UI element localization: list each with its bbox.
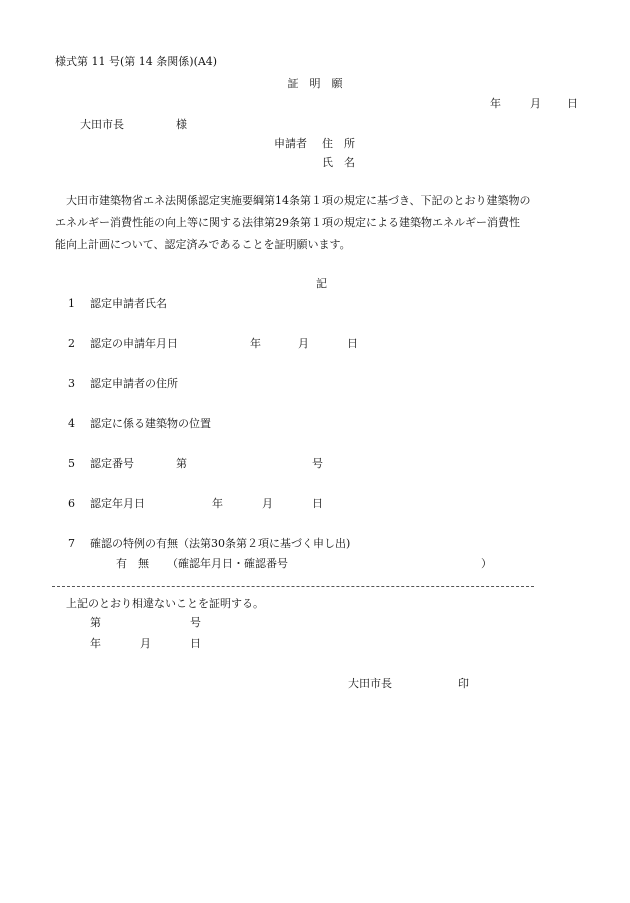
item-number-prefix: 第 — [176, 457, 187, 470]
cert-number-prefix: 第 — [90, 616, 101, 629]
item-label: 認定申請者の住所 — [90, 377, 178, 390]
item-year-label: 年 — [212, 497, 223, 510]
seal-label: 印 — [458, 677, 469, 690]
item-label: 認定申請者氏名 — [90, 297, 167, 310]
item-month-label: 月 — [262, 497, 273, 510]
body-line: エネルギー消費性能の向上等に関する法律第29条第１項の規定による建築物エネルギー消費性 — [55, 216, 520, 229]
date-year-label: 年 — [490, 97, 501, 110]
item-number: 2 — [68, 337, 75, 350]
cert-number-suffix: 号 — [190, 616, 201, 629]
cert-day-label: 日 — [190, 637, 201, 650]
item-number: 7 — [68, 537, 75, 550]
issuer-name: 大田市長 — [348, 677, 392, 690]
exception-options: 有 無 — [116, 557, 149, 570]
item-label: 認定の申請年月日 — [90, 337, 178, 350]
exception-detail-open: （確認年月日・確認番号 — [167, 557, 288, 570]
addressee-name: 大田市長 — [80, 118, 124, 131]
item-number: 4 — [68, 417, 75, 430]
separator-line — [52, 586, 534, 587]
item-day-label: 日 — [312, 497, 323, 510]
item-number: 5 — [68, 457, 75, 470]
item-number: 6 — [68, 497, 75, 510]
form-title: 証 明 願 — [287, 77, 343, 90]
applicant-label: 申請者 — [274, 137, 307, 150]
item-year-label: 年 — [250, 337, 261, 350]
item-label: 確認の特例の有無（法第30条第２項に基づく申し出) — [90, 537, 351, 550]
applicant-address-label: 住 所 — [322, 137, 355, 150]
item-label: 認定に係る建築物の位置 — [90, 417, 211, 430]
addressee-honorific: 様 — [176, 118, 187, 131]
date-day-label: 日 — [567, 97, 578, 110]
item-label: 認定番号 — [90, 457, 134, 470]
item-number-suffix: 号 — [312, 457, 323, 470]
item-number: 3 — [68, 377, 75, 390]
exception-detail-close: ） — [481, 557, 492, 570]
body-line: 大田市建築物省エネ法関係認定実施要綱第14条第１項の規定に基づき、下記のとおり建築物の — [66, 194, 531, 207]
certification-statement: 上記のとおり相違ないことを証明する。 — [66, 597, 264, 610]
item-month-label: 月 — [298, 337, 309, 350]
cert-year-label: 年 — [90, 637, 101, 650]
body-line: 能向上計画について、認定済みであることを証明願います。 — [55, 238, 351, 251]
form-number: 様式第 11 号(第 14 条関係)(A4) — [55, 55, 218, 68]
ki-heading: 記 — [316, 277, 327, 290]
date-month-label: 月 — [530, 97, 541, 110]
body-paragraph — [55, 190, 580, 256]
cert-month-label: 月 — [140, 637, 151, 650]
applicant-name-label: 氏 名 — [322, 156, 355, 169]
item-number: 1 — [68, 297, 75, 310]
item-label: 認定年月日 — [90, 497, 145, 510]
item-day-label: 日 — [347, 337, 358, 350]
